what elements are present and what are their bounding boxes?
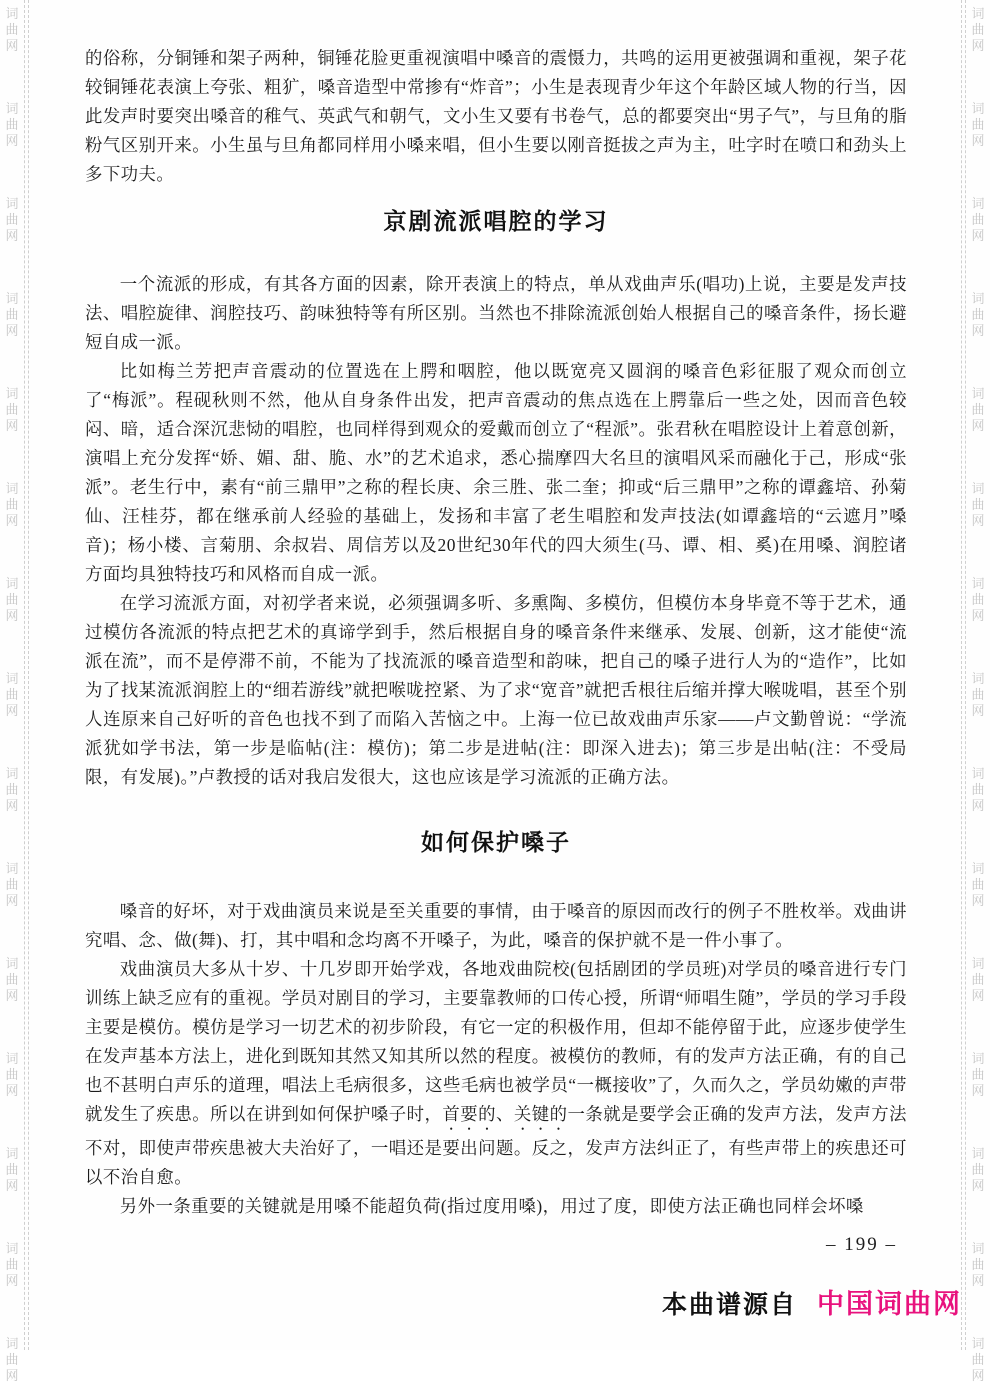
watermark-char: 网: [971, 608, 985, 623]
watermark-char: 网: [5, 703, 19, 718]
watermark-char: 网: [5, 608, 19, 623]
section-heading-protect-voice: 如何保护嗓子: [421, 829, 571, 855]
watermark-char: 曲: [971, 877, 985, 892]
watermark-char: 曲: [971, 972, 985, 987]
watermark-char: 网: [971, 798, 985, 813]
watermark-char: 网: [971, 38, 985, 53]
watermark-char: 网: [5, 1178, 19, 1193]
watermark-group: [4, 101, 20, 149]
page-number: – 199 –: [826, 1234, 897, 1255]
watermark-char: 曲: [5, 497, 19, 512]
watermark-char: 词: [971, 386, 985, 401]
watermark-char: 词: [971, 1146, 985, 1161]
watermark-char: 词: [5, 1051, 19, 1066]
watermark-char: 曲: [971, 22, 985, 37]
watermark-char: 词: [971, 861, 985, 876]
watermark-char: 曲: [5, 782, 19, 797]
watermark-group: [4, 956, 20, 1004]
article-body: [85, 44, 907, 1221]
watermark-char: 曲: [5, 1162, 19, 1177]
watermark-char: 曲: [5, 402, 19, 417]
watermark-group: [970, 101, 986, 149]
watermark-char: 曲: [971, 1352, 985, 1367]
watermark-char: 网: [971, 1178, 985, 1193]
watermark-char: 词: [5, 6, 19, 21]
watermark-group: [4, 861, 20, 909]
paragraph-with-emphasis: [85, 955, 907, 1192]
watermark-char: 词: [5, 101, 19, 116]
watermark-char: 词: [971, 766, 985, 781]
watermark-char: 曲: [5, 1067, 19, 1082]
watermark-char: 词: [971, 576, 985, 591]
watermark-char: 曲: [971, 307, 985, 322]
watermark-char: 词: [971, 1336, 985, 1351]
watermark-char: 词: [5, 1146, 19, 1161]
watermark-char: 曲: [5, 1352, 19, 1367]
watermark-char: 网: [5, 418, 19, 433]
watermark-group: [4, 196, 20, 244]
watermark-char: 词: [5, 481, 19, 496]
watermark-group: [4, 576, 20, 624]
watermark-char: 网: [5, 38, 19, 53]
section-heading-school-singing: 京剧流派唱腔的学习: [383, 208, 609, 234]
watermark-char: 曲: [971, 497, 985, 512]
watermark-char: 网: [5, 228, 19, 243]
watermark-char: 网: [5, 798, 19, 813]
watermark-char: 网: [971, 418, 985, 433]
watermark-group: [970, 291, 986, 339]
paragraph: 比如梅兰芳把声音震动的位置选在上腭和咽腔，他以既宽亮又圆润的嗓音色彩征服了观众而创立了“梅派”。程砚秋则不然，他从自身条件出发，把声音震动的焦点选在上腭靠后一些之处，因而音色较闷、暗，适合深沉悲恸的唱腔，也同样得到观众的爱戴而创立了“程派”。张君秋在唱腔设计上着意创新，演唱上充分发挥“娇、媚、甜、脆、水”的艺术追求，悉心揣摩四大名旦的演唱风采而融化于己，形成“张派”。老生行中，素有“前三鼎甲”之称的程长庚、余三胜、张二奎；抑或“后三鼎甲”之称的谭鑫培、孙菊仙、汪桂芬，都在继承前人经验的基础上，发扬和丰富了老生唱腔和发声技法(如谭鑫培的“云遮月”嗓音)；杨小楼、言菊朋、余叔岩、周信芳以及20世纪30年代的四大须生(马、谭、相、奚)在用嗓、润腔诸方面均具独特技巧和风格而自成一派。: [85, 361, 907, 584]
watermark-group: [970, 1336, 986, 1384]
watermark-group: [970, 196, 986, 244]
watermark-char: 网: [971, 1083, 985, 1098]
watermark-group: [970, 386, 986, 434]
watermark-group: [970, 1051, 986, 1099]
watermark-char: 词: [5, 576, 19, 591]
watermark-char: 曲: [5, 22, 19, 37]
paragraph-segment: 戏曲演员大多从十岁、十几岁即开始学戏，各地戏曲院校(包括剧团的学员班)对学员的嗓音进行专门训练上缺乏应有的重视。学员对剧目的学习，主要靠教师的口传心授，所谓“师唱生随”，学员的学习手段主要是模仿。模仿是学习一切艺术的初步阶段，有它一定的积极作用，但却不能停留于此，应逐步使学生在发声基本方法上，进化到既知其然又知其所以然的程度。被模仿的教师，有的发声方法正确，有的自己也不甚明白声乐的道理，唱法上毛病很多，这些毛病也被学员“一概接收”了，久而久之，学员幼嫩的声带就发生了疾患。所以在讲到如何保护嗓子时，: [85, 959, 907, 1124]
paragraph-continuation: 的俗称，分铜锤和架子两种，铜锤花脸更重视演唱中嗓音的震慑力，共鸣的运用更被强调和重视，架子花较铜锤花表演上夸张、粗犷，嗓音造型中常掺有“炸音”；小生是表现青少年这个年龄区域人物的行当，因此发声时要突出嗓音的稚气、英武气和朝气，文小生又要有书卷气，总的都要突出“男子气”，与旦角的脂粉气区别开来。小生虽与旦角都同样用小嗓来唱，但小生要以刚音挺拔之声为主，吐字时在喷口和劲头上多下功夫。: [85, 48, 907, 184]
watermark-char: 曲: [5, 212, 19, 227]
watermark-char: 曲: [971, 592, 985, 607]
paragraph: 嗓音的好坏，对于戏曲演员来说是至关重要的事情，由于嗓音的原因而改行的例子不胜枚举。戏曲讲究唱、念、做(舞)、打，其中唱和念均离不开嗓子，为此，嗓音的保护就不是一件小事了。: [85, 901, 907, 950]
watermark-char: 曲: [5, 117, 19, 132]
watermark-group: [4, 291, 20, 339]
paragraph: 一个流派的形成，有其各方面的因素，除开表演上的特点，单从戏曲声乐(唱功)上说，主要是发声技法、唱腔旋律、润腔技巧、韵味独特等有所区别。当然也不排除流派创始人根据自己的嗓音条件，扬长避短自成一派。: [85, 274, 907, 352]
left-dashed-rail: [24, 0, 29, 1350]
watermark-char: 网: [971, 893, 985, 908]
watermark-char: 曲: [971, 212, 985, 227]
watermark-char: 曲: [5, 1257, 19, 1272]
watermark-char: 词: [5, 671, 19, 686]
watermark-group: [970, 956, 986, 1004]
watermark-left-column: [4, 6, 20, 1383]
watermark-group: [4, 481, 20, 529]
watermark-char: 曲: [5, 687, 19, 702]
watermark-group: [970, 861, 986, 909]
watermark-char: 曲: [971, 402, 985, 417]
watermark-char: 网: [5, 1273, 19, 1288]
footer-brand-name: 中国词曲网: [817, 1289, 962, 1319]
watermark-char: 网: [971, 133, 985, 148]
footer-credit: [662, 1282, 962, 1321]
emphasized-text: 关键的: [513, 1104, 568, 1124]
watermark-group: [970, 1241, 986, 1289]
watermark-group: [4, 671, 20, 719]
watermark-char: 网: [971, 228, 985, 243]
watermark-group: [970, 6, 986, 54]
watermark-char: 曲: [971, 782, 985, 797]
watermark-char: 词: [971, 1051, 985, 1066]
watermark-char: 词: [971, 101, 985, 116]
watermark-char: 词: [971, 671, 985, 686]
watermark-char: 曲: [5, 972, 19, 987]
watermark-group: [970, 671, 986, 719]
watermark-char: 网: [5, 513, 19, 528]
watermark-char: 网: [5, 323, 19, 338]
watermark-char: 网: [971, 703, 985, 718]
watermark-char: 曲: [5, 307, 19, 322]
watermark-char: 词: [5, 1336, 19, 1351]
watermark-char: 曲: [5, 592, 19, 607]
watermark-char: 词: [971, 196, 985, 211]
paragraph: 另外一条重要的关键就是用嗓不能超负荷(指过度用嗓)，用过了度，即使方法正确也同样会坏嗓: [119, 1196, 864, 1216]
watermark-char: 词: [5, 196, 19, 211]
watermark-char: 曲: [971, 117, 985, 132]
watermark-char: 网: [5, 1083, 19, 1098]
watermark-char: 网: [971, 1368, 985, 1383]
right-dashed-rail: [961, 0, 966, 1350]
watermark-char: 词: [5, 291, 19, 306]
watermark-char: 网: [5, 1368, 19, 1383]
watermark-char: 曲: [5, 877, 19, 892]
watermark-group: [970, 766, 986, 814]
watermark-char: 词: [971, 1241, 985, 1256]
watermark-group: [4, 1336, 20, 1384]
watermark-group: [970, 1146, 986, 1194]
watermark-char: 词: [5, 861, 19, 876]
watermark-char: 网: [971, 1273, 985, 1288]
footer-credit-prefix: 本曲谱源自: [661, 1291, 797, 1319]
watermark-char: 曲: [971, 1162, 985, 1177]
watermark-group: [4, 1051, 20, 1099]
watermark-char: 词: [971, 956, 985, 971]
watermark-char: 曲: [971, 1257, 985, 1272]
watermark-right-column: [970, 6, 986, 1383]
watermark-char: 词: [5, 766, 19, 781]
paragraph-segment: 、: [496, 1104, 514, 1124]
watermark-char: 词: [971, 481, 985, 496]
watermark-char: 词: [971, 291, 985, 306]
watermark-char: 词: [5, 1241, 19, 1256]
watermark-char: 曲: [971, 1067, 985, 1082]
watermark-group: [4, 6, 20, 54]
watermark-char: 网: [971, 988, 985, 1003]
watermark-char: 网: [5, 893, 19, 908]
watermark-char: 网: [971, 513, 985, 528]
emphasized-text: 首要的: [442, 1104, 496, 1124]
watermark-group: [4, 386, 20, 434]
watermark-group: [970, 576, 986, 624]
watermark-char: 网: [5, 988, 19, 1003]
watermark-char: 网: [971, 323, 985, 338]
paragraph-segment: 一条就是要学会正确的发声方法，发声方法不对，即使声带疾患被大夫治好了，一唱还是要出问题。反之，发声方法纠正了，有些声带上的疾患还可以不治自愈。: [85, 1104, 907, 1187]
watermark-char: 词: [971, 6, 985, 21]
watermark-group: [4, 1241, 20, 1289]
watermark-char: 词: [5, 956, 19, 971]
paragraph: 在学习流派方面，对初学者来说，必须强调多听、多熏陶、多模仿，但模仿本身毕竟不等于艺术，通过模仿各流派的特点把艺术的真谛学到手，然后根据自身的嗓音条件来继承、发展、创新，这才能使“流派在流”，而不是停滞不前，不能为了找流派的嗓音造型和韵味，把自己的嗓子进行人为的“造作”，比如为了找某流派润腔上的“细若游线”就把喉咙控紧、为了求“宽音”就把舌根往后缩并撑大喉咙唱，甚至个别人连原来自己好听的音色也找不到了而陷入苦恼之中。上海一位已故戏曲声乐家——卢文勤曾说：“学流派犹如学书法，第一步是临帖(注：模仿)；第二步是进帖(注：即深入进去)；第三步是出帖(注：不受局限，有发展)。”卢教授的话对我启发很大，这也应该是学习流派的正确方法。: [85, 593, 907, 787]
watermark-group: [970, 481, 986, 529]
watermark-char: 网: [5, 133, 19, 148]
watermark-group: [4, 1146, 20, 1194]
watermark-group: [4, 766, 20, 814]
watermark-char: 词: [5, 386, 19, 401]
watermark-char: 曲: [971, 687, 985, 702]
